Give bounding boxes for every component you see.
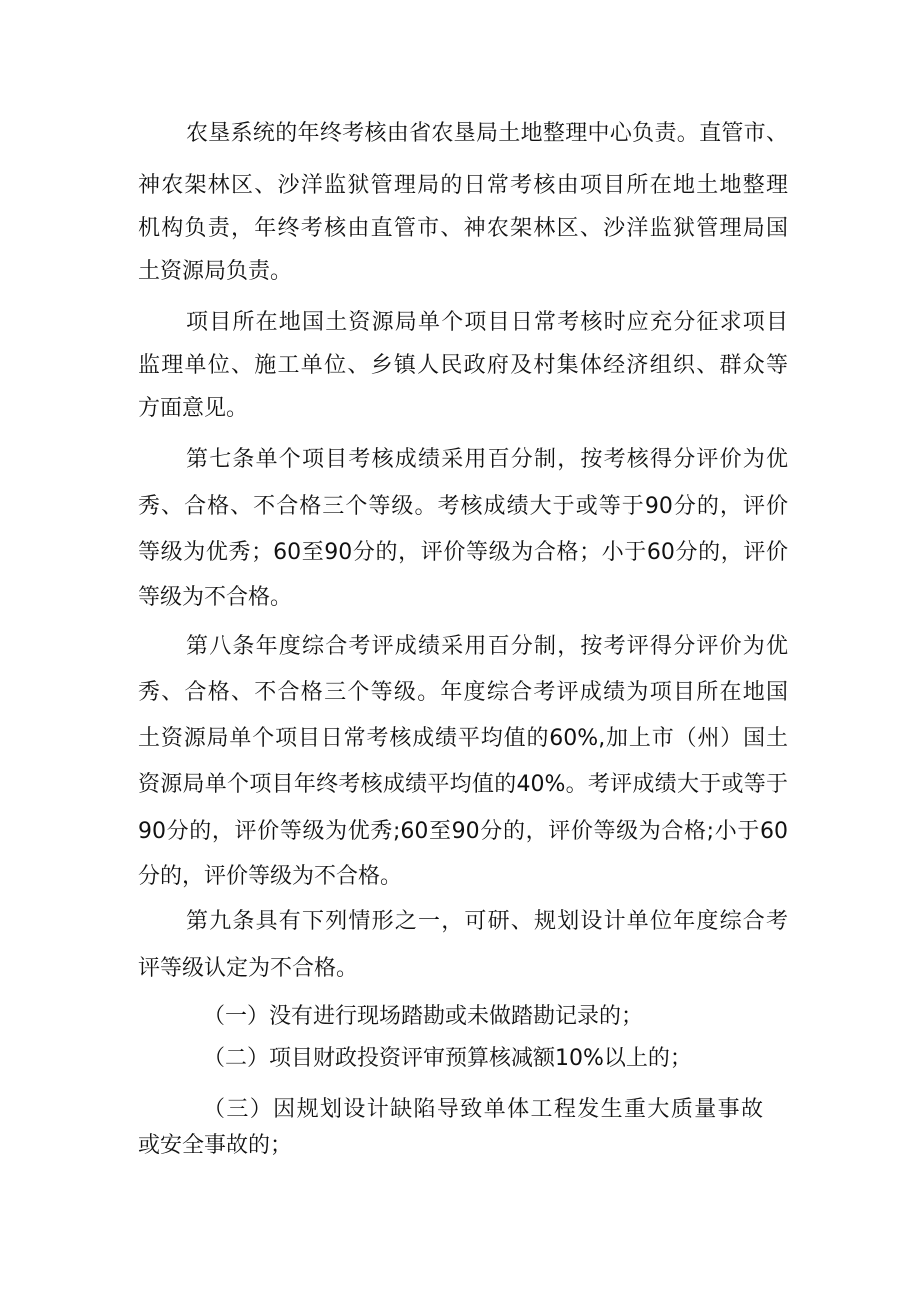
paragraph-2-line-2: 监理单位、施工单位、乡镇人民政府及村集体经济组织、群众等 — [138, 353, 788, 378]
list-item-3-line-1: （三）因规划设计缺陷导致单体工程发生重大质量事故 — [203, 1097, 763, 1122]
paragraph-1-line-4: 土资源局负责。 — [138, 259, 293, 284]
paragraph-4-line-1: 第八条年度综合考评成绩采用百分制，按考评得分评价为优 — [186, 634, 788, 659]
paragraph-4-line-2: 秀、合格、不合格三个等级。年度综合考评成绩为项目所在地国 — [138, 680, 788, 705]
paragraph-4-line-5: 90分的，评价等级为优秀;60至90分的，评价等级为合格;小于60 — [138, 819, 788, 844]
paragraph-5-line-1: 第九条具有下列情形之一，可研、规划设计单位年度综合考 — [186, 909, 788, 934]
paragraph-4-line-6: 分的，评价等级为不合格。 — [138, 864, 403, 889]
paragraph-3-line-4: 等级为不合格。 — [138, 585, 293, 610]
paragraph-2-line-3: 方面意见。 — [138, 396, 249, 421]
list-item-2: （二）项目财政投资评审预算核减额10%以上的； — [203, 1046, 692, 1071]
paragraph-3-line-3: 等级为优秀；60至90分的，评价等级为合格；小于60分的，评价 — [138, 540, 788, 565]
paragraph-4-line-4: 资源局单个项目年终考核成绩平均值的40%。考评成绩大于或等于 — [138, 772, 788, 797]
paragraph-1-line-1: 农垦系统的年终考核由省农垦局土地整理中心负责。直管市、 — [186, 121, 788, 146]
list-item-3-line-2: 或安全事故的； — [138, 1133, 293, 1158]
paragraph-3-line-2: 秀、合格、不合格三个等级。考核成绩大于或等于90分的，评价 — [138, 494, 788, 519]
paragraph-1-line-2: 神农架林区、沙洋监狱管理局的日常考核由项目所在地土地整理 — [138, 173, 788, 198]
paragraph-4-line-3: 土资源局单个项目日常考核成绩平均值的60%,加上市（州）国土 — [138, 726, 788, 751]
list-item-1: （一）没有进行现场踏勘或未做踏勘记录的； — [203, 1004, 644, 1029]
paragraph-3-line-1: 第七条单个项目考核成绩采用百分制，按考核得分评价为优 — [186, 447, 788, 472]
paragraph-1-line-3: 机构负责，年终考核由直管市、神农架林区、沙洋监狱管理局国 — [138, 216, 788, 241]
paragraph-2-line-1: 项目所在地国土资源局单个项目日常考核时应充分征求项目 — [186, 310, 788, 335]
paragraph-5-line-2: 评等级认定为不合格。 — [138, 956, 359, 981]
